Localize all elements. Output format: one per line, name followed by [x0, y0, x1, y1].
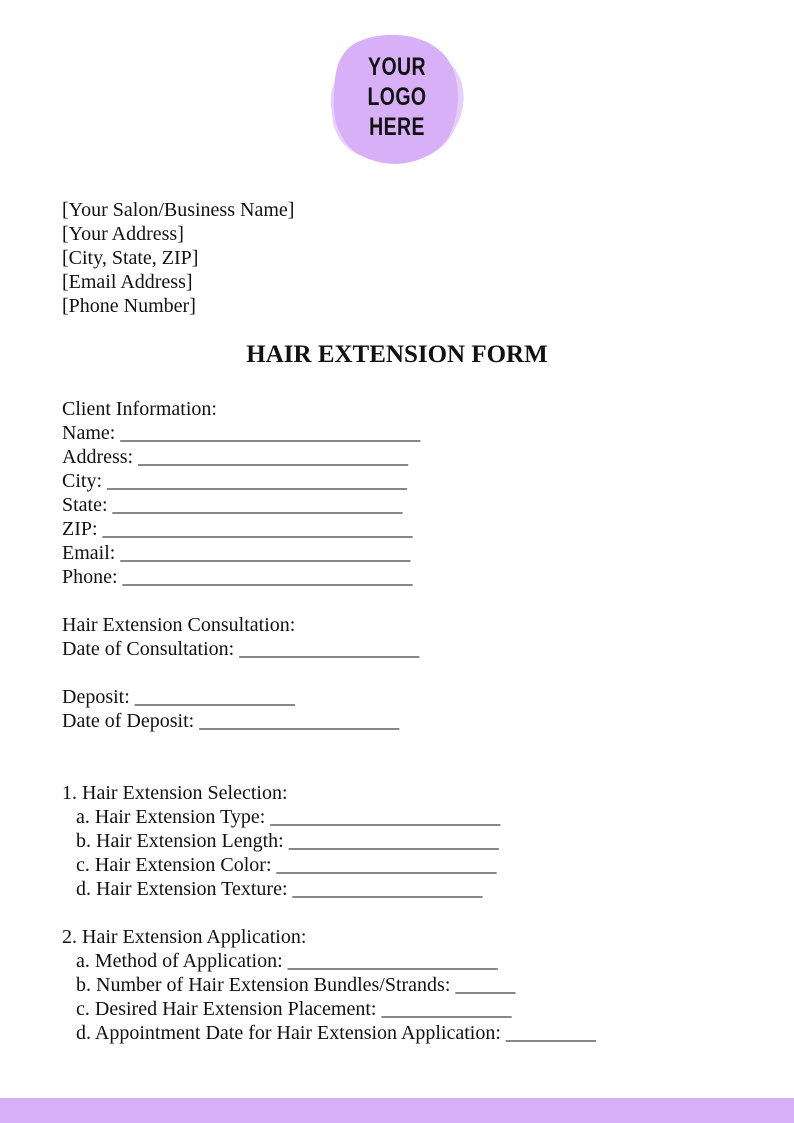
logo-text — [340, 52, 454, 142]
deposit-date-field[interactable]: Date of Deposit: ____________________ — [62, 710, 400, 732]
extension-type-field[interactable]: a. Hair Extension Type: _______________________ — [76, 806, 501, 828]
selection-heading: 1. Hair Extension Selection: — [62, 782, 288, 804]
extension-texture-field[interactable]: d. Hair Extension Texture: ___________________ — [76, 878, 483, 900]
application-method-field[interactable]: a. Method of Application: _____________________ — [76, 950, 498, 972]
business-city-state-zip: [City, State, ZIP] — [62, 247, 199, 269]
deposit-field[interactable]: Deposit: ________________ — [62, 686, 295, 708]
business-phone: [Phone Number] — [62, 295, 196, 317]
client-address-field[interactable]: Address: ___________________________ — [62, 446, 409, 468]
client-zip-field[interactable]: ZIP: _______________________________ — [62, 518, 413, 540]
logo — [324, 30, 470, 170]
form-title: HAIR EXTENSION FORM — [246, 341, 548, 368]
extension-length-field[interactable]: b. Hair Extension Length: _____________________ — [76, 830, 499, 852]
logo-line-3: HERE — [369, 113, 425, 141]
logo-line-2: LOGO — [367, 83, 427, 111]
business-address: [Your Address] — [62, 223, 184, 245]
appointment-date-field[interactable]: d. Appointment Date for Hair Extension Application: _________ — [76, 1022, 596, 1044]
bundles-count-field[interactable]: b. Number of Hair Extension Bundles/Strands: ______ — [76, 974, 516, 996]
client-name-field[interactable]: Name: ______________________________ — [62, 422, 421, 444]
extension-color-field[interactable]: c. Hair Extension Color: ______________________ — [76, 854, 497, 876]
client-email-field[interactable]: Email: _____________________________ — [62, 542, 411, 564]
application-heading: 2. Hair Extension Application: — [62, 926, 307, 948]
consultation-heading: Hair Extension Consultation: — [62, 614, 296, 636]
business-name: [Your Salon/Business Name] — [62, 199, 295, 221]
consultation-date-field[interactable]: Date of Consultation: __________________ — [62, 638, 420, 660]
logo-line-1: YOUR — [368, 53, 426, 81]
client-info-heading: Client Information: — [62, 398, 217, 420]
placement-field[interactable]: c. Desired Hair Extension Placement: _____________ — [76, 998, 512, 1020]
bottom-accent-bar — [0, 1098, 794, 1123]
client-state-field[interactable]: State: _____________________________ — [62, 494, 403, 516]
client-phone-field[interactable]: Phone: _____________________________ — [62, 566, 413, 588]
business-email: [Email Address] — [62, 271, 193, 293]
client-city-field[interactable]: City: ______________________________ — [62, 470, 408, 492]
